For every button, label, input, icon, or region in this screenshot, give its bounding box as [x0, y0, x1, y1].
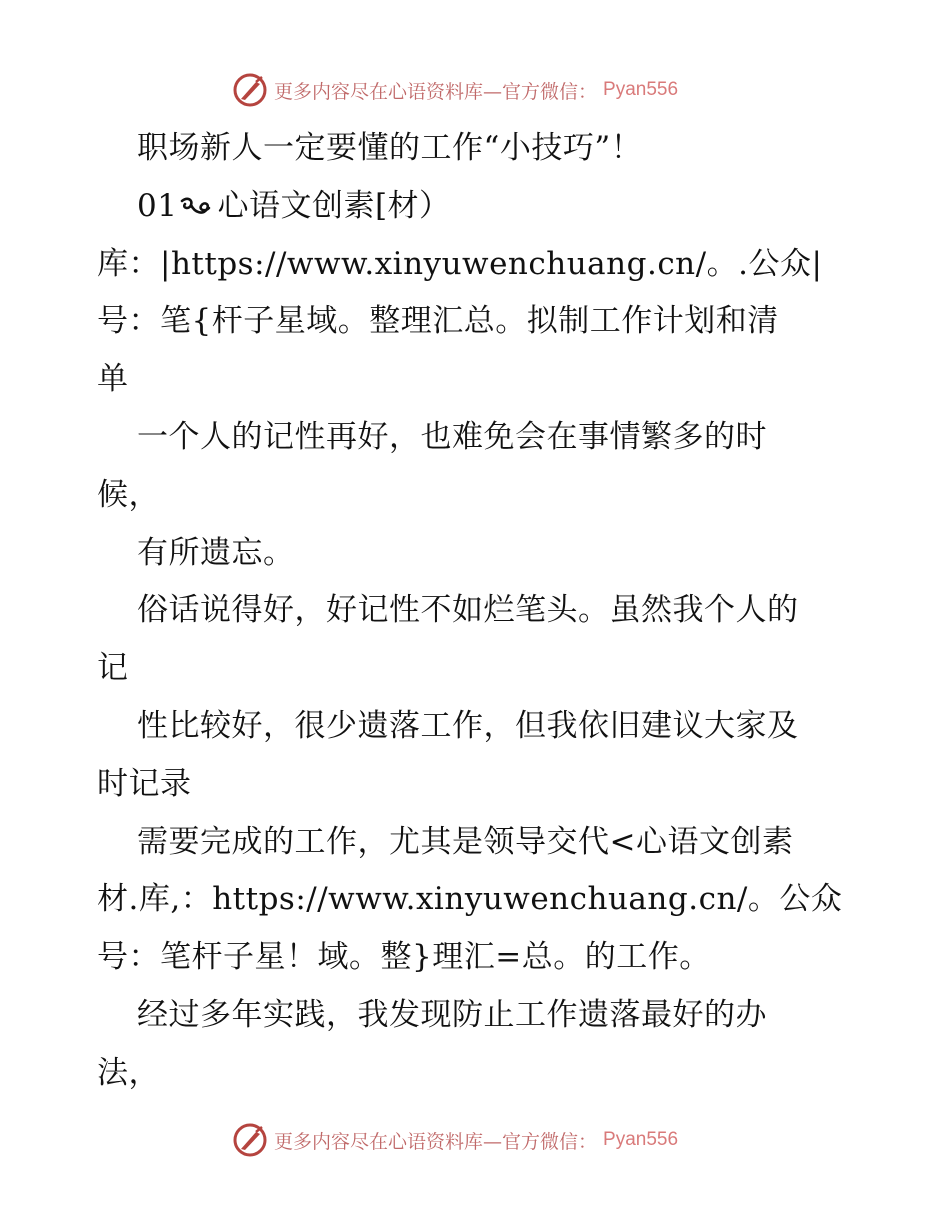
- section-number: 01: [137, 187, 178, 224]
- body-line: 记: [97, 650, 129, 687]
- banner-text: 更多内容尽在心语资料库—官方微信：: [274, 1130, 598, 1153]
- section-heading: [97, 178, 857, 236]
- body-line: 号：笔{杆子星域。整理汇总。拟制工作计划和清: [97, 303, 779, 340]
- banner-text: 更多内容尽在心语资料库—官方微信：: [274, 80, 598, 103]
- body-line: 材.库,：https://www.xinyuwenchuang.cn/。公众: [97, 881, 843, 918]
- banner-wechat: Pyan556: [603, 79, 679, 100]
- body-line: 有所遗忘。: [137, 534, 295, 571]
- body-line: 性比较好，很少遗落工作，但我依旧建议大家及: [137, 707, 799, 744]
- footer-banner: [232, 1120, 752, 1160]
- body-line: 单: [97, 361, 129, 398]
- body-line: 经过多年实践，我发现防止工作遗落最好的办: [137, 996, 767, 1033]
- body-line: 库：|https://www.xinyuwenchuang.cn/。.公众|: [97, 245, 823, 282]
- document-title: 职场新人一定要懂的工作“小技巧”！: [137, 130, 643, 166]
- banner-wechat: Pyan556: [603, 1129, 679, 1150]
- quill-pen-icon: [232, 1122, 268, 1158]
- document-body: [97, 120, 857, 1103]
- body-line: 法，: [97, 1054, 160, 1091]
- body-line: 时记录: [97, 765, 192, 802]
- swirl-ornament-icon: [179, 195, 213, 219]
- header-banner: [232, 70, 752, 110]
- body-line: 候，: [97, 476, 160, 513]
- body-line: 一个人的记性再好，也难免会在事情繁多的时: [137, 418, 767, 455]
- quill-pen-icon: [232, 72, 268, 108]
- body-line: 俗话说得好，好记性不如烂笔头。虽然我个人的: [137, 592, 799, 629]
- body-line: 需要完成的工作，尤其是领导交代<心语文创素: [137, 823, 794, 860]
- body-line: 号：笔杆子星！域。整}理汇=总。的工作。: [97, 939, 711, 976]
- section-heading-text: 心语文创素[材）: [217, 187, 451, 224]
